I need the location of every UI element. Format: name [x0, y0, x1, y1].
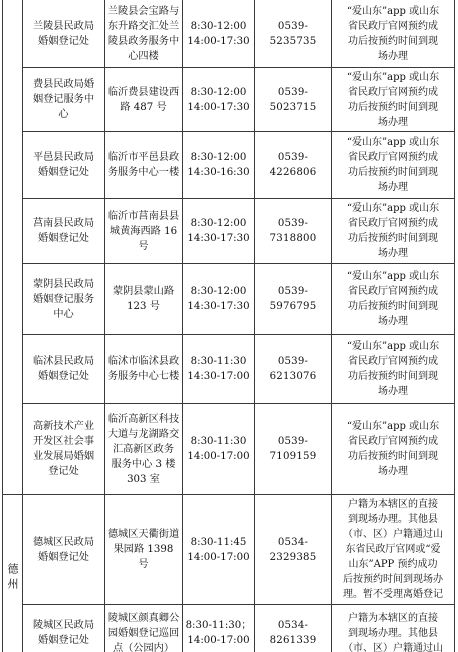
- hours-cell: [183, 132, 255, 199]
- hours-cell: [183, 404, 255, 495]
- phone-cell: 0534-8261339: [255, 605, 332, 652]
- hours-cell-line: 14:00-17:00: [187, 635, 250, 646]
- address-cell-line: 服务中心 3 楼: [111, 458, 176, 470]
- address-cell-line: 陵城区颜真卿公: [107, 612, 180, 624]
- hours-cell-line: 8:30-12:00: [190, 86, 247, 98]
- table-row: [3, 495, 455, 605]
- hours-cell-line: 8:30-11:30: [190, 356, 247, 367]
- table-row: [3, 132, 455, 199]
- address-cell-line: 东升路交汇处兰: [107, 20, 180, 32]
- note-cell-line: 省民政厅官网预约成: [348, 86, 438, 98]
- phone-cell: 0539-5023715: [255, 68, 332, 132]
- note-cell-line: 后按预约时间到现场办: [343, 574, 443, 585]
- note-cell: [332, 404, 455, 495]
- hours-cell-line: 14:00-17:00: [187, 451, 250, 462]
- office-name-cell-line: 费县民政局婚: [32, 79, 95, 90]
- office-name-cell-line: 临沭县民政局: [32, 356, 95, 367]
- address-cell-line: 临沂费县建设西: [107, 86, 180, 98]
- address-cell-line: 临沂高新区科技: [107, 413, 180, 425]
- note-cell-line: 省民政厅官网预约成: [348, 218, 438, 229]
- note-cell-line: 场办理: [378, 466, 408, 477]
- address-cell-line: 大道与龙湖路交: [107, 428, 180, 440]
- note-cell-line: 功后按预约时间到现: [348, 451, 438, 462]
- note-cell-line: 场办理: [378, 182, 408, 193]
- hours-cell: [183, 264, 255, 335]
- note-cell-line: 功后按预约时间到现: [348, 371, 438, 382]
- address-cell: [105, 335, 183, 404]
- address-cell: [105, 132, 183, 199]
- note-cell-line: 功后按预约时间到现: [348, 101, 438, 113]
- address-cell-line: 兰陵县会宝路与: [107, 5, 180, 17]
- address-cell-line: 123 号: [127, 301, 160, 312]
- note-cell-line: 场办理: [378, 248, 408, 259]
- note-cell-line: 山东”APP 预约成功: [348, 559, 438, 570]
- address-cell: [105, 264, 183, 335]
- address-cell-line: 城黄海西路 16: [109, 225, 178, 237]
- office-name-cell-line: 德城区民政局: [32, 536, 95, 548]
- address-cell-line: 303 室: [127, 473, 160, 485]
- office-name-cell-line: 登记处: [48, 466, 79, 477]
- hours-cell-line: 8:30-12:00: [190, 218, 247, 229]
- note-cell-line: 省民政厅官网预约成: [348, 436, 438, 447]
- hours-cell-line: 8:30-12:00: [190, 20, 247, 32]
- note-cell: [332, 335, 455, 404]
- note-cell-line: 户籍为本辖区的直接: [348, 499, 438, 510]
- note-cell-line: “爱山东”app 或山东: [346, 137, 440, 148]
- city-cell: [3, 0, 23, 495]
- note-cell-line: 省民政厅官网预约成: [348, 286, 438, 297]
- note-cell-line: 场办理: [378, 316, 408, 327]
- note-cell-line: 省民政厅官网预约成: [348, 152, 438, 163]
- phone-cell: 0534-2329385: [255, 495, 332, 605]
- hours-cell-line: 8:30-11:45: [190, 536, 247, 548]
- address-cell: [105, 605, 183, 652]
- address-cell-line: 蒙阴县蒙山路: [112, 286, 175, 297]
- note-cell-line: 到现场办理。其他县: [348, 514, 438, 525]
- address-cell-line: 果园路 1398 号: [113, 544, 174, 570]
- address-cell-line: 务服务中心一楼: [107, 167, 180, 178]
- office-name-cell: [23, 0, 105, 68]
- hours-cell: [183, 68, 255, 132]
- office-name-cell-line: 蒙阴县民政局: [32, 278, 95, 290]
- note-cell-line: 到现场办理。其他县: [348, 627, 438, 639]
- note-cell: [332, 605, 455, 652]
- table-row: [3, 605, 455, 652]
- address-cell-line: 临沂市莒南县县: [107, 210, 180, 222]
- address-cell-line: 临沭市临沭县政: [107, 356, 180, 367]
- note-cell-line: 理。暂不受理离婚登记: [343, 589, 443, 600]
- note-cell-line: 功后按预约时间到现: [348, 233, 438, 244]
- table-row: [3, 264, 455, 335]
- note-cell-line: 户籍为本辖区的直接: [348, 612, 438, 624]
- office-name-cell-line: 婚姻登记处: [38, 233, 89, 244]
- note-cell-line: “爱山东”app 或山东: [346, 71, 440, 83]
- note-cell: [332, 0, 455, 68]
- hours-cell-line: 14:00-17:30: [187, 35, 250, 47]
- table-row: [3, 68, 455, 132]
- hours-cell-line: 14:30-17:00: [187, 371, 250, 382]
- address-cell-line: 陵县政务服务中: [107, 35, 180, 47]
- office-name-cell: [23, 68, 105, 132]
- hours-cell-line: 8:30-12:00: [190, 286, 247, 297]
- office-name-cell-line: 陵城区民政局: [32, 620, 95, 631]
- note-cell-line: （市、区）户籍通过山: [343, 642, 443, 652]
- hours-cell: [183, 335, 255, 404]
- office-name-cell-line: 开发区社会事: [32, 436, 95, 447]
- note-cell-line: 场办理: [378, 50, 408, 62]
- note-cell-line: “爱山东”app 或山东: [346, 341, 440, 352]
- marriage-registry-table: [2, 0, 455, 652]
- city-cell: 德州: [3, 495, 23, 652]
- note-cell: [332, 264, 455, 335]
- address-cell-line: 汇高新区政务: [112, 443, 175, 455]
- office-name-cell-line: 姻登记服务中: [32, 94, 95, 105]
- address-cell-line: 临沂市平邑县政: [107, 152, 180, 163]
- note-cell: [332, 132, 455, 199]
- address-cell: [105, 199, 183, 264]
- office-name-cell: [23, 264, 105, 335]
- hours-cell-line: 8:30-11:30: [190, 436, 247, 447]
- note-cell-line: “爱山东”app 或山东: [346, 5, 440, 17]
- phone-cell: 0539-5235735: [255, 0, 332, 68]
- note-cell-line: 东省民政厅官网或“爱: [345, 544, 441, 555]
- note-cell-line: 功后按预约时间到现: [348, 301, 438, 312]
- note-cell-line: “爱山东”app 或山东: [346, 271, 440, 282]
- note-cell-line: 功后按预约时间到现: [348, 167, 438, 178]
- office-name-cell: [23, 132, 105, 199]
- hours-cell-line: 8:30-12:00: [190, 152, 247, 163]
- note-cell: [332, 68, 455, 132]
- office-name-cell: [23, 495, 105, 605]
- office-name-cell-line: 婚姻登记处: [38, 635, 89, 646]
- office-name-cell-line: 婚姻登记服务: [32, 293, 95, 305]
- table-row: [3, 199, 455, 264]
- office-name-cell-line: 兰陵县民政局: [32, 20, 95, 32]
- address-cell: [105, 495, 183, 605]
- note-cell-line: 功后按预约时间到现: [348, 35, 438, 47]
- hours-cell-line: 14:00-17:00: [187, 551, 250, 563]
- hours-cell: [183, 605, 255, 652]
- address-cell-line: 号: [138, 240, 149, 252]
- hours-cell: [183, 495, 255, 605]
- note-cell-line: “爱山东”app 或山东: [346, 421, 440, 432]
- hours-cell-line: 8:30-11:30；: [185, 620, 252, 631]
- hours-cell-line: 14:30-17:30: [187, 233, 250, 244]
- note-cell: [332, 199, 455, 264]
- note-cell-line: （市、区）户籍通过山: [343, 529, 443, 540]
- address-cell: [105, 0, 183, 68]
- office-name-cell: [23, 404, 105, 495]
- address-cell: [105, 68, 183, 132]
- phone-cell: 0539-7109159: [255, 404, 332, 495]
- hours-cell: [183, 0, 255, 68]
- office-name-cell: [23, 335, 105, 404]
- phone-cell: 0539-7318800: [255, 199, 332, 264]
- note-cell-line: 场办理: [378, 386, 408, 397]
- phone-cell: 0539-6213076: [255, 335, 332, 404]
- office-name-cell-line: 婚姻登记处: [38, 551, 89, 563]
- office-name-cell: [23, 605, 105, 652]
- office-name-cell-line: 婚姻登记处: [38, 35, 89, 47]
- office-name-cell-line: 平邑县民政局: [32, 152, 95, 163]
- phone-cell: 0539-5976795: [255, 264, 332, 335]
- note-cell-line: “爱山东”app 或山东: [346, 203, 440, 214]
- hours-cell-line: 14:00-17:30: [187, 101, 250, 113]
- table-row: [3, 335, 455, 404]
- address-cell-line: 园婚姻登记巡回: [107, 627, 180, 639]
- note-cell-line: 场办理: [378, 116, 408, 128]
- address-cell-line: 务服务中心七楼: [107, 371, 180, 382]
- address-cell-line: 心四楼: [128, 50, 159, 62]
- office-name-cell-line: 婚姻登记处: [38, 371, 89, 382]
- table-row: [3, 404, 455, 495]
- office-name-cell-line: 高新技术产业: [32, 421, 95, 432]
- office-name-cell-line: 中心: [53, 308, 74, 320]
- table-row: [3, 0, 455, 68]
- office-name-cell-line: 心: [58, 109, 69, 120]
- address-cell: [105, 404, 183, 495]
- office-name-cell-line: 婚姻登记处: [38, 167, 89, 178]
- office-name-cell-line: 莒南县民政局: [32, 218, 95, 229]
- hours-cell: [183, 199, 255, 264]
- note-cell-line: 省民政厅官网预约成: [348, 356, 438, 367]
- phone-cell: 0539-4226806: [255, 132, 332, 199]
- note-cell: [332, 495, 455, 605]
- address-cell-line: 点（公园内）: [112, 642, 175, 652]
- hours-cell-line: 14:30-16:30: [187, 167, 250, 178]
- hours-cell-line: 14:30-17:30: [187, 301, 250, 312]
- note-cell-line: 省民政厅官网预约成: [348, 20, 438, 32]
- office-name-cell: [23, 199, 105, 264]
- address-cell-line: 路 487 号: [120, 101, 167, 113]
- office-name-cell-line: 业发展局婚姻: [32, 451, 95, 462]
- address-cell-line: 德城区天衢街道: [107, 529, 180, 540]
